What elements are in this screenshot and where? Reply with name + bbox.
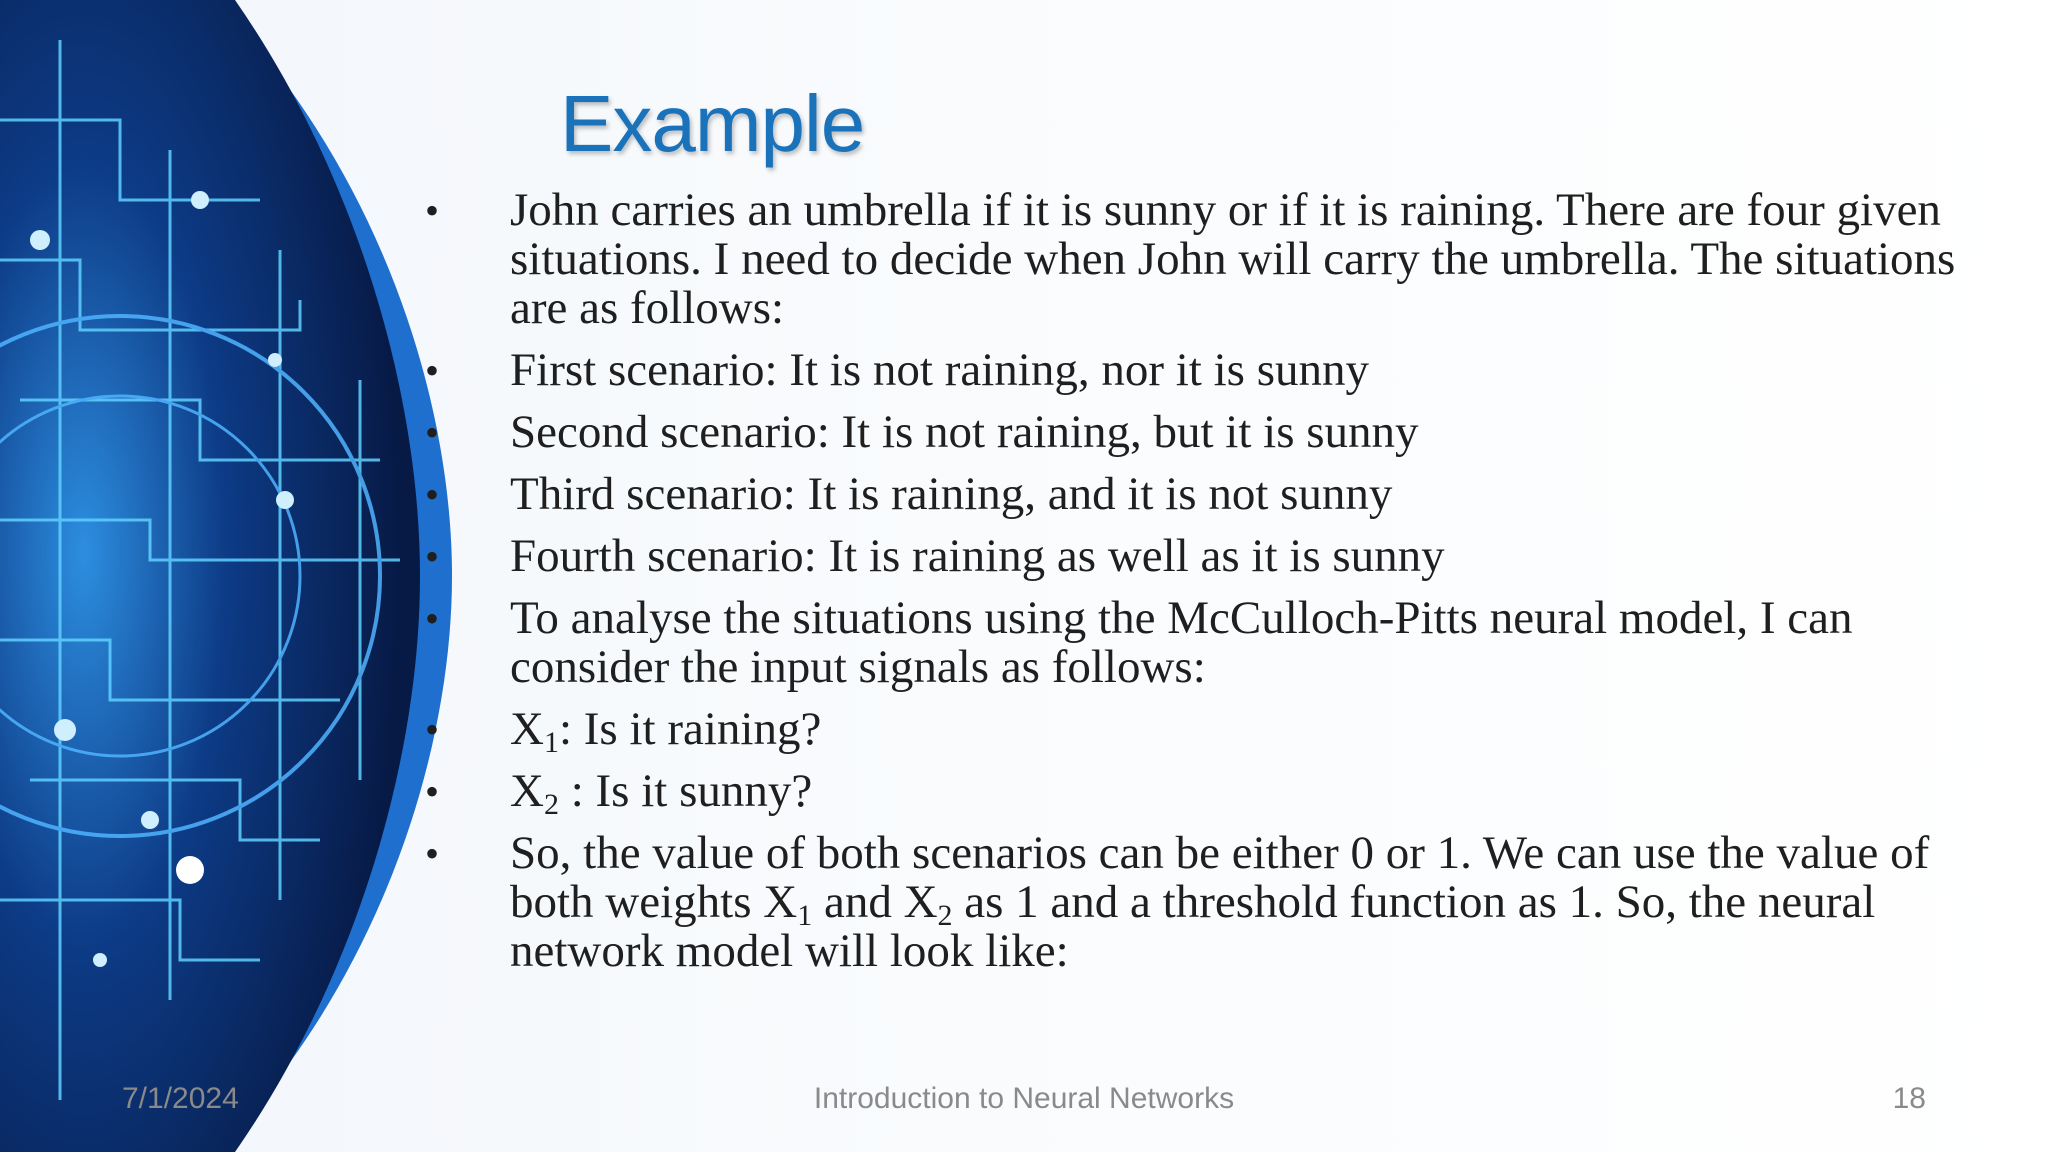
bullet-marker: • xyxy=(425,596,440,641)
weight-subscript: 2 xyxy=(937,899,953,932)
bullet-list xyxy=(425,186,1995,989)
bullet-marker: • xyxy=(425,831,440,876)
bullet-marker: • xyxy=(425,348,440,393)
slide-title: Example xyxy=(560,79,865,168)
list-item xyxy=(425,594,1995,692)
bullet-text xyxy=(510,765,1995,821)
circuit-globe-icon xyxy=(0,0,460,1152)
list-item xyxy=(425,186,1995,333)
weight-subscript: 1 xyxy=(797,899,813,932)
bullet-marker: • xyxy=(425,707,440,752)
bullet-marker: • xyxy=(425,188,440,233)
variable-subscript: 1 xyxy=(543,726,559,759)
bullet-text xyxy=(510,703,1995,759)
variable-subscript: 2 xyxy=(543,788,559,821)
bullet-text: To analyse the situations using the McCulloch-Pitts neural model, I can consider the input signals as follows: xyxy=(510,592,1853,693)
footer-title: Introduction to Neural Networks xyxy=(813,1082,1235,1115)
footer-date: 7/1/2024 xyxy=(122,1082,239,1115)
bullet-text: Fourth scenario: It is raining as well as it is sunny xyxy=(510,530,1445,582)
bullet-text: Second scenario: It is not raining, but it is sunny xyxy=(510,406,1419,458)
text-run: and X xyxy=(812,876,938,928)
list-item xyxy=(425,765,1995,821)
list-item xyxy=(425,470,1995,519)
list-item xyxy=(425,703,1995,759)
bullet-text: First scenario: It is not raining, nor it is sunny xyxy=(510,344,1369,396)
list-item xyxy=(425,532,1995,581)
text-run: as 1 and a threshold function as 1. So, the neural network model will look like: xyxy=(510,876,1876,977)
variable-name: X xyxy=(510,765,544,817)
bullet-marker: • xyxy=(425,410,440,455)
variable-description: : Is it raining? xyxy=(558,703,822,755)
bullet-text: John carries an umbrella if it is sunny or if it is raining. There are four given situations. I need to decide when John will carry the umbrella. The situations are as follows: xyxy=(510,184,1956,334)
bullet-marker: • xyxy=(425,769,440,814)
bullet-text: Third scenario: It is raining, and it is not sunny xyxy=(510,468,1393,520)
variable-name: X xyxy=(510,703,544,755)
bullet-marker: • xyxy=(425,472,440,517)
bullet-text xyxy=(510,829,1995,976)
list-item xyxy=(425,408,1995,457)
variable-description: : Is it sunny? xyxy=(558,765,813,817)
text-run: So, the value of both scenarios can be either 0 or 1. We can use the value of both weights X xyxy=(510,827,1930,928)
bullet-marker: • xyxy=(425,534,440,579)
list-item xyxy=(425,829,1995,976)
list-item xyxy=(425,346,1995,395)
slide-number: 18 xyxy=(1892,1082,1926,1115)
